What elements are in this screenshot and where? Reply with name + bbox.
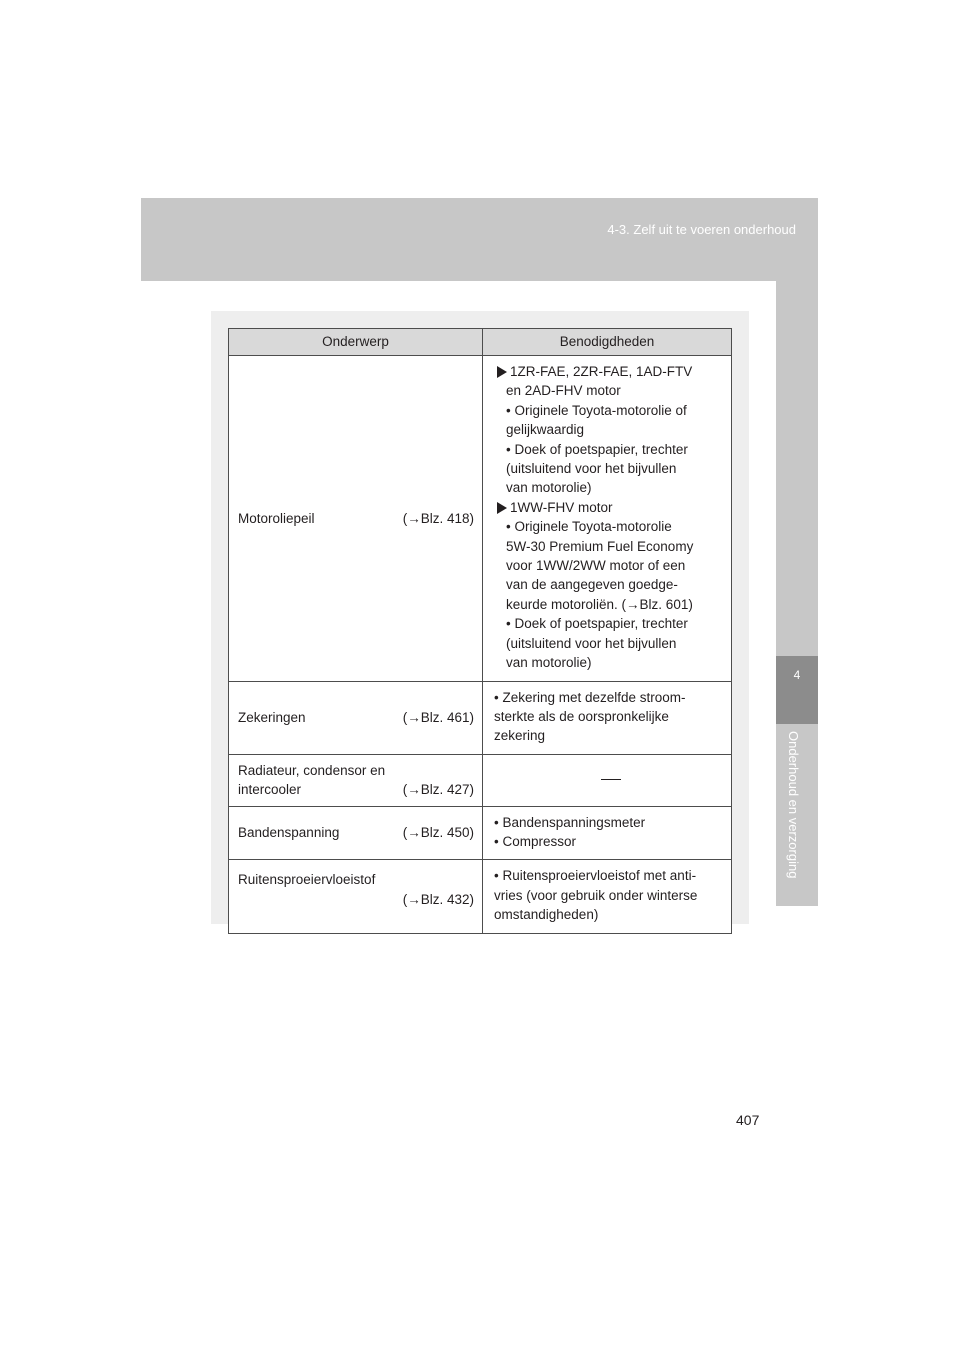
engine-group: [494, 498, 727, 517]
table-row: [229, 681, 732, 754]
engine-group: [494, 362, 727, 381]
subject-cell: [229, 806, 483, 860]
triangle-arrow-icon: [497, 502, 507, 514]
subject-label: Bandenspanning: [238, 825, 340, 841]
engine-group-title: 1WW-FHV motor: [510, 499, 613, 515]
page-number: 407: [736, 1112, 760, 1128]
table-header-row: [229, 329, 732, 356]
subject-label: Zekeringen: [238, 709, 306, 725]
table-row: [229, 806, 732, 860]
side-tab-number-box: [776, 656, 818, 724]
list-item: • Doek of poetspapier, trechter (uitsluitend voor het bijvullen van motorolie): [506, 441, 688, 496]
page-reference: (→Blz. 418): [402, 510, 474, 526]
header-supplies: Benodigdheden: [483, 329, 732, 356]
subject-cell: [229, 860, 483, 933]
chapter-number: 4: [793, 668, 801, 682]
engine-group-title: en 2AD-FHV motor: [506, 383, 621, 399]
table-row: [229, 860, 732, 933]
page-reference: (→Blz. 427): [402, 782, 474, 798]
header-subject: Onderwerp: [229, 329, 483, 356]
table-row: [229, 754, 732, 806]
subject-label: Ruitensproeiervloeistof: [238, 872, 376, 888]
supplies-cell: [483, 860, 732, 933]
section-title: 4-3. Zelf uit te voeren onderhoud: [607, 222, 796, 237]
no-supplies-dash: [601, 779, 621, 780]
page-reference: (→Blz. 450): [402, 825, 474, 841]
list-item: • Originele Toyota-motorolie of gelijkwaardig: [506, 402, 687, 438]
supplies-cell: [483, 806, 732, 860]
list-item: • Originele Toyota-motorolie 5W-30 Premium Fuel Economy voor 1WW/2WW motor of een van de aangegeven goedge- keurde motoroliën. (→Blz. 601): [506, 519, 694, 612]
supplies-cell: [483, 681, 732, 754]
page-reference: (→Blz. 432): [402, 891, 474, 907]
subject-cell: [229, 754, 483, 806]
supplies-cell: [483, 356, 732, 682]
engine-group-title: 1ZR-FAE, 2ZR-FAE, 1AD-FTV: [510, 364, 693, 379]
supplies-cell: [483, 754, 732, 806]
list-item: • Doek of poetspapier, trechter (uitsluitend voor het bijvullen van motorolie): [506, 616, 688, 671]
triangle-arrow-icon: [497, 366, 507, 378]
subject-cell: [229, 681, 483, 754]
list-item: • Zekering met dezelfde stroom- sterkte als de oorspronkelijke zekering: [494, 689, 686, 744]
header-band: [141, 198, 818, 281]
subject-label: intercooler: [238, 782, 302, 798]
list-item: • Ruitensproeiervloeistof met anti- vries (voor gebruik onder winterse omstandigheden): [494, 868, 698, 923]
chapter-label: Onderhoud en verzorging: [786, 731, 801, 879]
page-reference: (→Blz. 461): [402, 709, 474, 725]
table-row: [229, 356, 732, 682]
supplies-table: [228, 328, 732, 934]
subject-label: Radiateur, condensor en: [238, 762, 386, 778]
subject-label: Motoroliepeil: [238, 510, 315, 526]
subject-cell: [229, 356, 483, 682]
list-item: • Bandenspanningsmeter: [494, 814, 646, 830]
list-item: • Compressor: [494, 833, 576, 849]
